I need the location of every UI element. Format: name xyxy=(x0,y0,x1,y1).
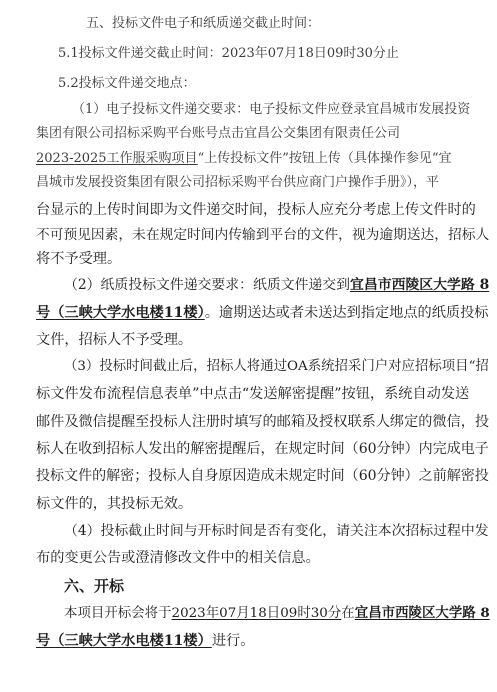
paper-line-1 xyxy=(64,275,489,295)
project-name: 2023-2025工作服采购项目 xyxy=(36,151,198,166)
location-heading: 5.2投标文件递交地点： xyxy=(58,76,196,91)
decrypt-line-1: （3）投标时间截止后，招标人将通过OA系统招采门户对应招标项目“招 xyxy=(64,359,489,374)
change-line-1: （4）投标截止时间与开标时间是否有变化，请关注本次招标过程中发 xyxy=(64,523,489,539)
electronic-line-4: 昌城市发展投资集团有限公司招标采购平台供应商门户操作手册》），平 xyxy=(36,175,440,190)
electronic-line-2: 集团有限公司招标采购平台账号点击宜昌公交集团有限责任公司 xyxy=(36,126,401,141)
opening-suffix: 进行。 xyxy=(211,633,255,649)
electronic-line-7: 将不予受理。 xyxy=(36,251,122,267)
decrypt-line-3: 邮件及微信提醒至投标人注册时填写的邮箱及授权联系人绑定的微信，投 xyxy=(36,414,490,430)
decrypt-line-2: 标文件发布流程信息表单”中点击“发送解密提醒”按钮，系统自动发送 xyxy=(36,386,470,402)
electronic-line-5: 台显示的上传时间即为文件递交时间，投标人应充分考虑上传文件时的 xyxy=(36,202,476,218)
paper-line-2 xyxy=(36,303,488,323)
decrypt-line-6: 标文件的，其投标无效。 xyxy=(36,496,193,512)
opening-prefix: 本项目开标会将于 xyxy=(64,606,172,621)
section5-heading: 五、投标文件电子和纸质递交截止时间： xyxy=(86,16,321,31)
opening-address-part-2: 号（三峡大学水电楼11楼） xyxy=(36,633,212,649)
decrypt-line-5: 投标文件的解密；投标人自身原因造成未规定时间（60分钟）之前解密投 xyxy=(36,468,489,484)
decrypt-line-4: 标人在收到招标人发出的解密提醒后，在规定时间（60分钟）内完成电子 xyxy=(36,441,489,457)
change-line-2: 布的变更公告或澄清修改文件中的相关信息。 xyxy=(36,550,320,566)
opening-mid: 在 xyxy=(341,606,355,621)
paper-prefix: （2）纸质投标文件递交要求：纸质文件递交到 xyxy=(64,277,351,293)
opening-line-2 xyxy=(36,631,254,651)
opening-line-1 xyxy=(64,603,490,624)
opening-time: 2023年07月18日09时30分 xyxy=(171,606,342,621)
opening-address-part-1: 宜昌市西陵区大学路 8 xyxy=(354,605,490,621)
paper-line-3: 文件，招标人不予受理。 xyxy=(36,332,193,348)
deadline-line: 5.1投标文件递交截止时间：2023年07月18日09时30分止 xyxy=(58,46,399,61)
paper-address-part-2: 号（三峡大学水电楼11楼） xyxy=(36,305,205,321)
electronic-line-6: 不可预见因素，未在规定时间内传输到平台的文件，视为逾期送达，招标人 xyxy=(36,227,490,243)
upload-button-text: “上传投标文件”按钮上传（具体操作参见“宜 xyxy=(197,151,452,166)
paper-late-notice: 。逾期送达或者未送达到指定地点的纸质投标 xyxy=(204,305,489,321)
electronic-line-1: （1）电子投标文件递交要求：电子投标文件应登录宜昌城市发展投资 xyxy=(72,102,471,117)
paper-address-part-1: 宜昌市西陵区大学路 8 xyxy=(350,277,490,293)
electronic-line-3 xyxy=(36,149,452,169)
section6-heading: 六、开标 xyxy=(64,577,125,595)
